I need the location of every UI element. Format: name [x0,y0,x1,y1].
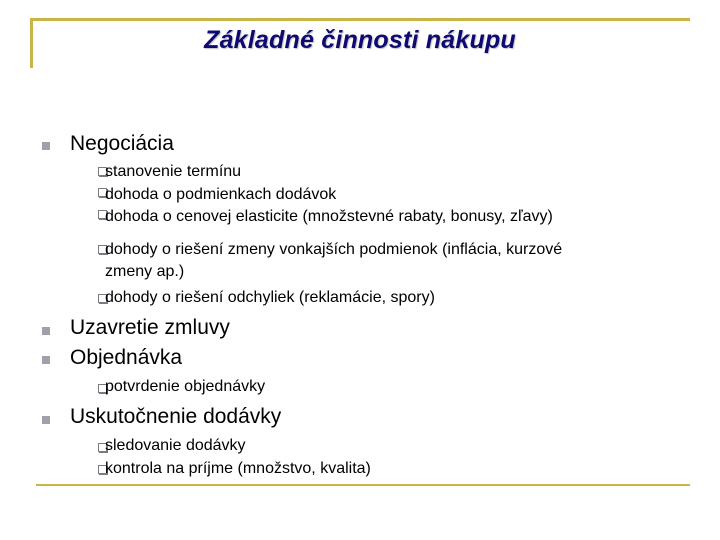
sub-item: potvrdenie objednávky [105,378,266,395]
square-bullet-icon [42,356,50,364]
list-item-uzavretie-zmluvy: Uzavretie zmluvy [70,316,230,339]
sub-item-continuation: zmeny ap.) [105,263,185,280]
sub-item: kontrola na príjme (množstvo, kvalita) [105,460,371,477]
list-item-objednavka: Objednávka [70,346,183,369]
square-bullet-icon [42,142,50,150]
square-bullet-icon [42,327,50,335]
list-item-negociacia: Negociácia [70,132,174,155]
sub-item: dohody o riešení zmeny vonkajších podmienok (inflácia, kurzové [105,241,563,258]
slide-title: Základné činnosti nákupu [204,26,516,54]
sub-item: stanovenie termínu [105,163,242,180]
sub-item: sledovanie dodávky [105,437,246,454]
sub-item: dohody o riešení odchyliek (reklamácie, spory) [105,289,435,306]
square-bullet-icon [42,416,50,424]
sub-item: dohoda o cenovej elasticite (množstevné rabaty, bonusy, zľavy) [105,208,553,225]
list-item-uskutocnenie-dodavky: Uskutočnenie dodávky [70,405,282,428]
sub-item: dohoda o podmienkach dodávok [105,186,337,203]
